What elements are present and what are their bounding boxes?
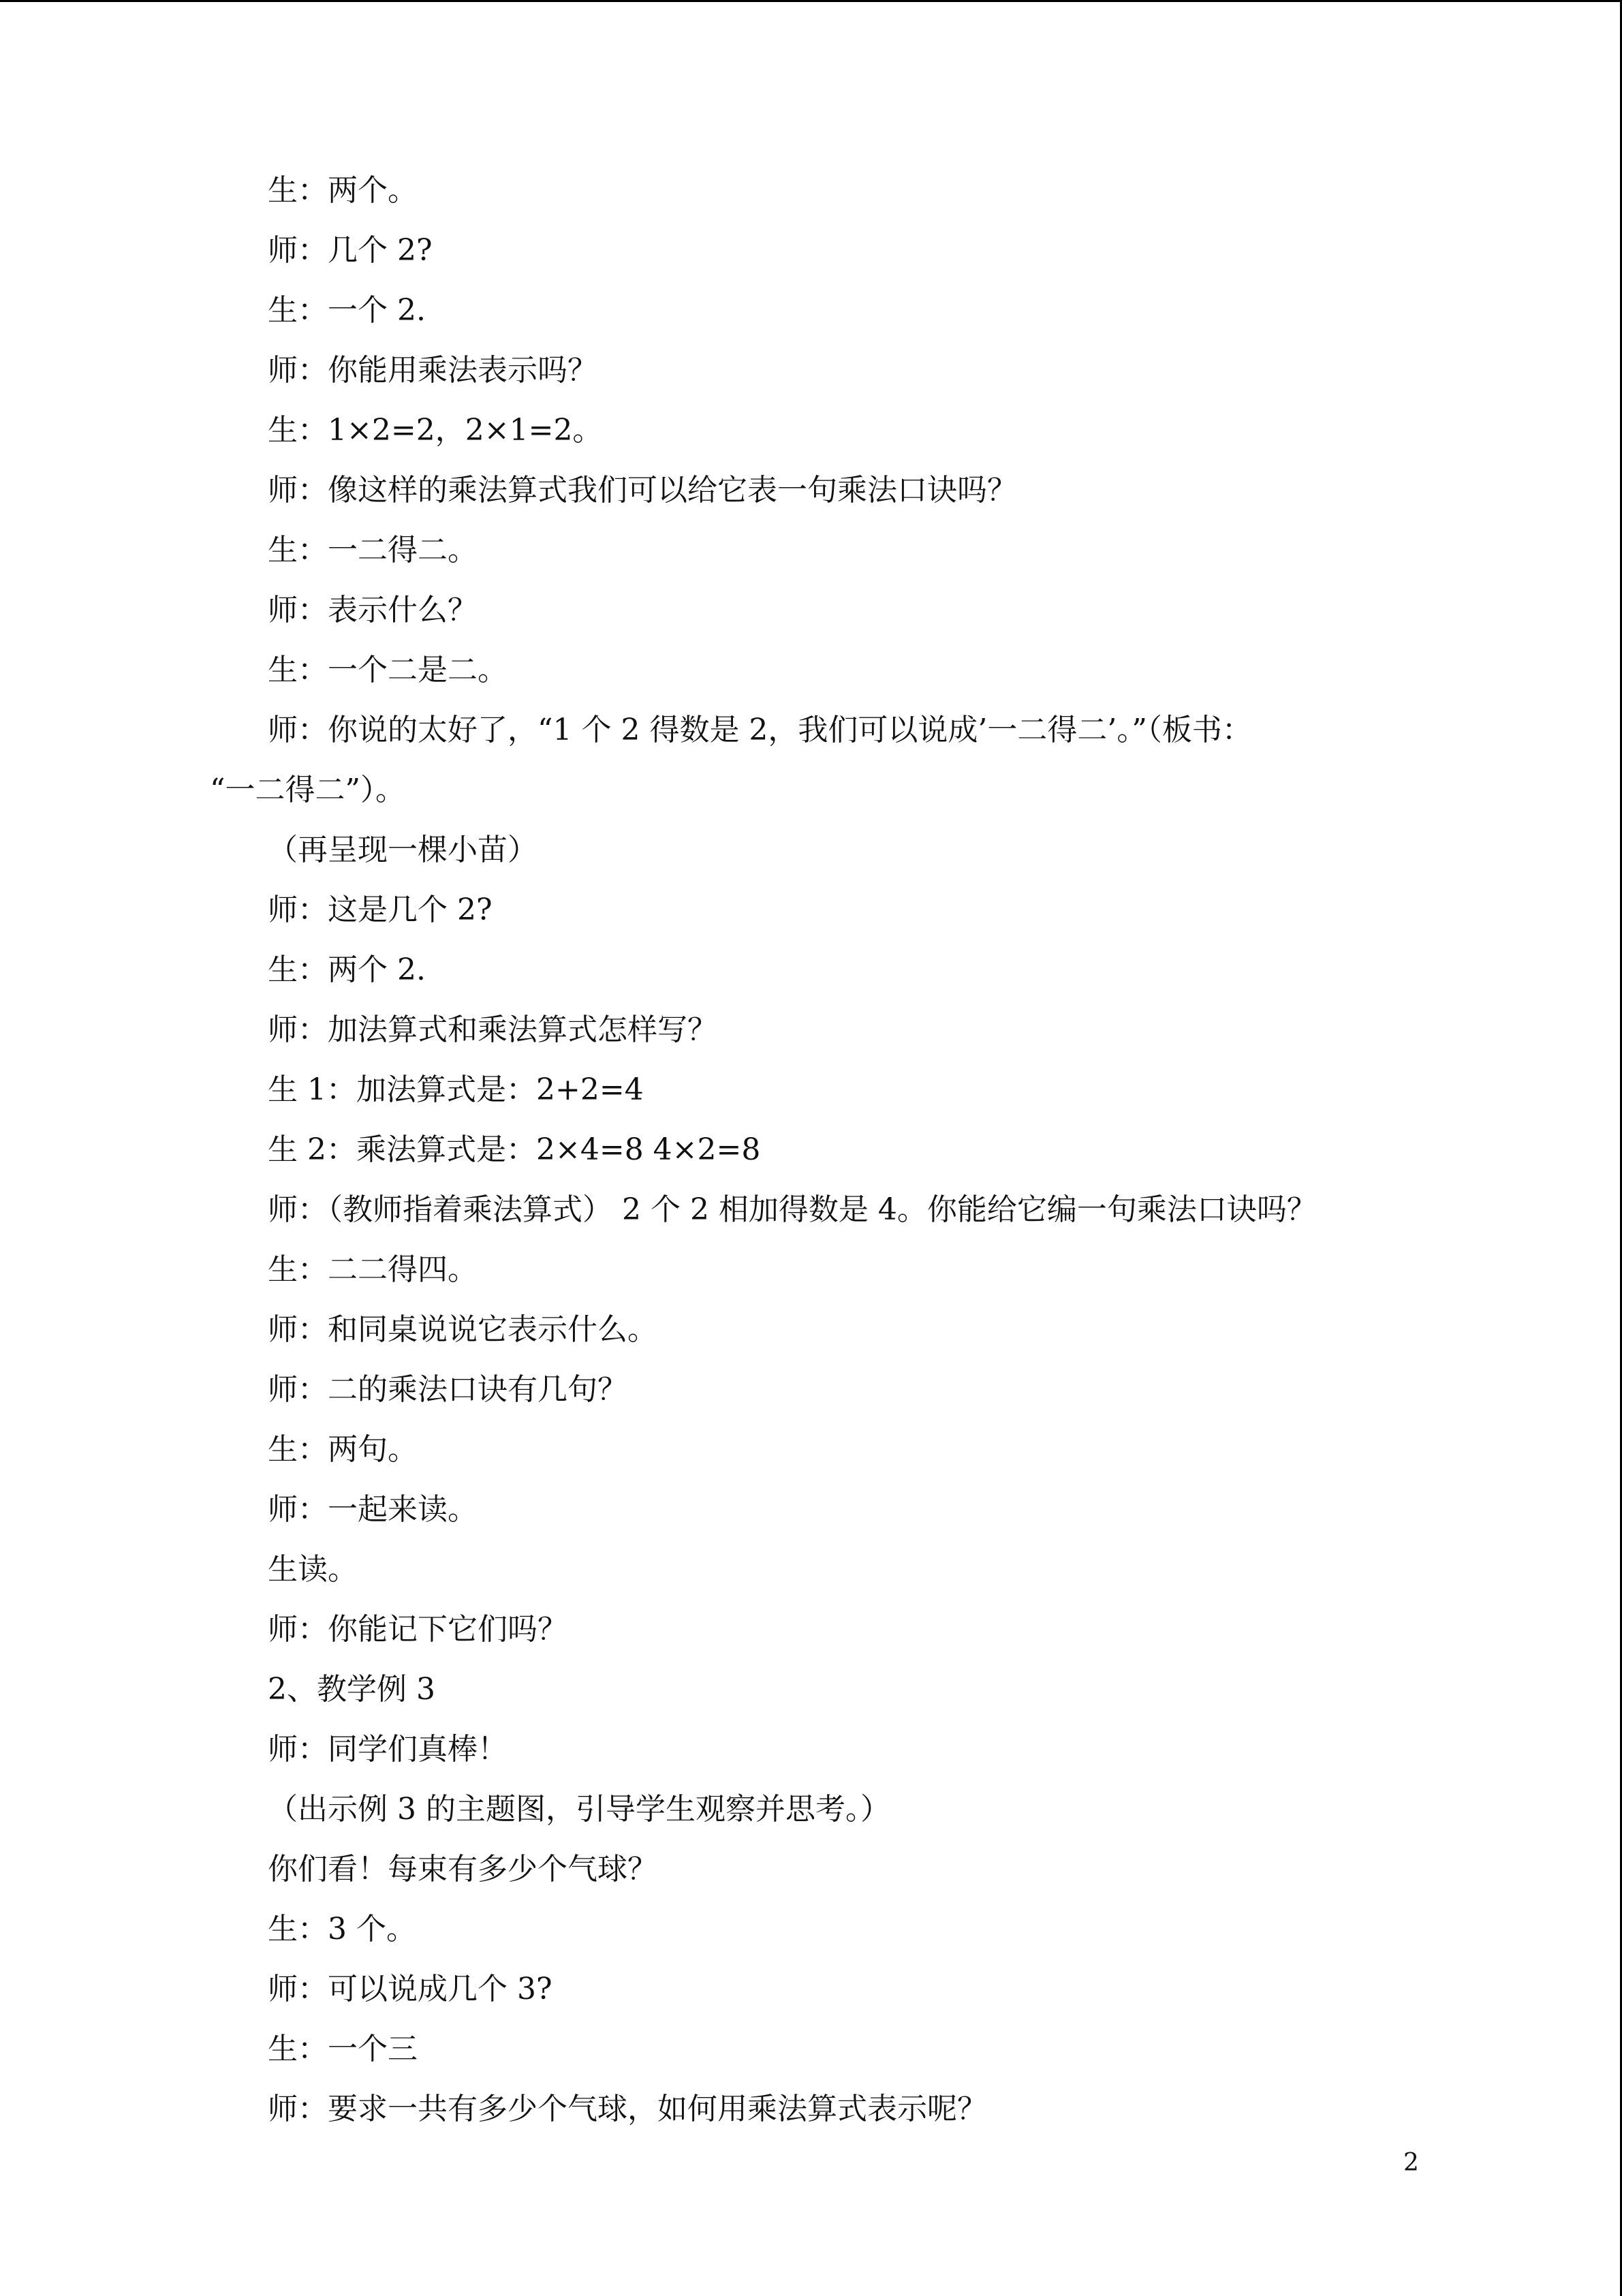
text-line-continuation: “一二得二”）。: [210, 773, 405, 807]
text-line: 师：要求一共有多少个气球，如何用乘法算式表示呢？: [268, 2092, 987, 2126]
text-line: 师：一起来读。: [268, 1492, 478, 1527]
text-line: 生：两个 2.: [268, 952, 426, 987]
text-line: 师：你能用乘法表示吗？: [268, 353, 597, 388]
text-line: 生：一个三: [268, 2032, 418, 2066]
text-line: 生：两句。: [268, 1432, 418, 1467]
text-line: 师：几个 2?: [268, 233, 433, 268]
text-line: 师：你说的太好了，“1 个 2 得数是 2，我们可以说成’一二得二’。”（板书：: [268, 713, 1252, 747]
text-line: 师：表示什么？: [268, 593, 478, 627]
text-line: 师：这是几个 2?: [268, 893, 493, 927]
text-line: 生读。: [268, 1552, 358, 1587]
text-line: 师：（教师指着乘法算式） 2 个 2 相加得数是 4。你能给它编一句乘法口诀吗？: [268, 1192, 1317, 1227]
text-line: 师：加法算式和乘法算式怎样写？: [268, 1012, 717, 1047]
text-line: 生 1：加法算式是：2+2=4: [268, 1072, 644, 1107]
text-line: 师：同学们真棒！: [268, 1732, 508, 1767]
text-line: 师：你能记下它们吗？: [268, 1612, 567, 1647]
page-number: 2: [1403, 2149, 1419, 2177]
text-line: 师：二的乘法口诀有几句？: [268, 1372, 627, 1407]
text-line: （再呈现一棵小苗）: [268, 833, 537, 867]
text-line: 生：一个二是二。: [268, 653, 508, 687]
text-line: 生：1×2=2，2×1=2。: [268, 413, 603, 448]
text-line: 师：和同桌说说它表示什么。: [268, 1312, 657, 1347]
text-line: 2、教学例 3: [268, 1672, 435, 1707]
text-line: （出示例 3 的主题图，引导学生观察并思考。）: [268, 1792, 890, 1827]
text-line: 师：可以说成几个 3?: [268, 1972, 552, 2006]
text-line: 生：二二得四。: [268, 1252, 478, 1287]
text-line: 生：3 个。: [268, 1912, 416, 1946]
text-line: 你们看！每束有多少个气球？: [268, 1852, 657, 1887]
text-line: 生 2：乘法算式是：2×4=8 4×2=8: [268, 1132, 761, 1167]
text-line: 生：两个。: [268, 173, 418, 208]
text-line: 生：一二得二。: [268, 533, 478, 568]
text-line: 生：一个 2.: [268, 293, 426, 328]
text-line: 师：像这样的乘法算式我们可以给它表一句乘法口诀吗？: [268, 473, 1017, 508]
